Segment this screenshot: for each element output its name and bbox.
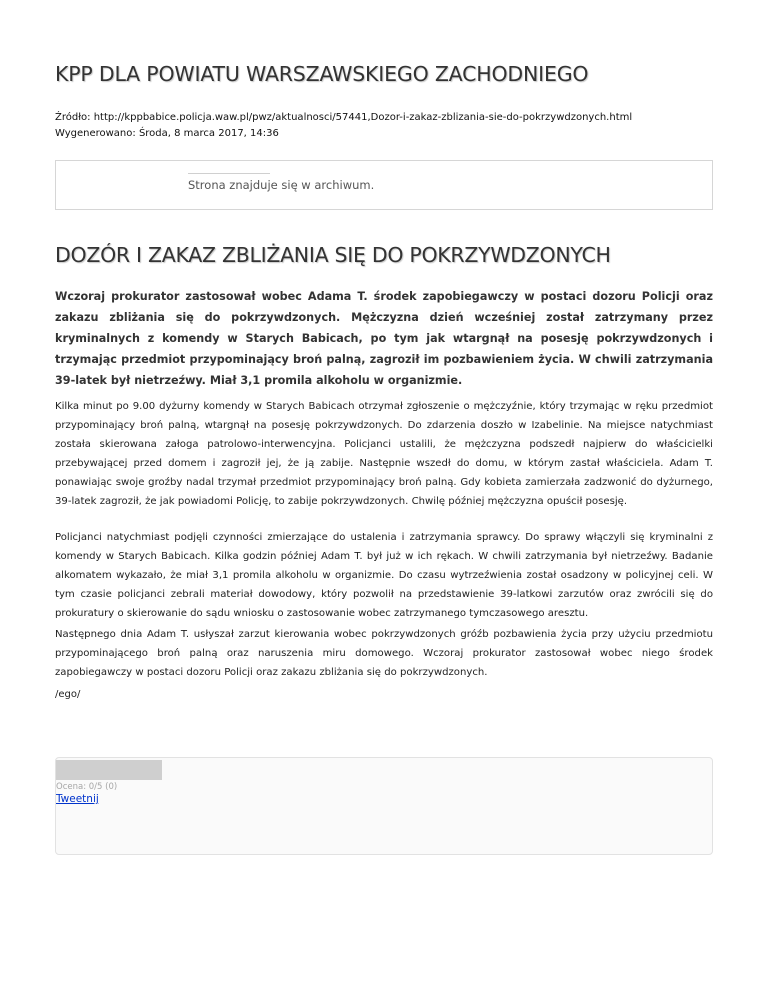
tweet-link[interactable]: Tweetnij xyxy=(56,793,99,805)
source-line: Źródło: http://kppbabice.policja.waw.pl/pwz/aktualnosci/57441,Dozor-i-zakaz-zblizania-sie-do-pokrzywdzonych.html xyxy=(55,112,633,123)
article-paragraph-1: Kilka minut po 9.00 dyżurny komendy w Starych Babicach otrzymał zgłoszenie o mężczyźnie, który trzymając w ręku przedmiot przypominający broń palną, wtargnął na posesję pokrzywdzonych. Do zdarzenia doszło w Izabelinie. Na miejsce natychmiast została skierowana załoga patrolowo-interwencyjna. Policjanci ustalili, że mężczyzna podszedł najpierw do właścicielki przebywającej przed domem i zagroził jej, że ją zabije. Następnie wszedł do domu, w którym zastał właściciela. Adam T. ponawiając swoje groźby nadal trzymał przedmiot przypominający broń palną. Gdy kobieta zamierzała zadzwonić do dyżurnego, 39-latek zagroził, że jak powiadomi Policję, to zabije pokrzywdzonych. Chwilę później mężczyzna opuścił posesję. xyxy=(55,401,713,507)
article-paragraph-3: Następnego dnia Adam T. usłyszał zarzut kierowania wobec pokrzywdzonych gróźb pozbawienia życia przy użyciu przedmiotu przypominającego broń palną oraz naruszenia miru domowego. Wczoraj prokurator zastosował wobec niego środek zapobiegawczy w postaci dozoru Policji oraz zakazu zbliżania się do pokrzywdzonych. xyxy=(55,629,713,678)
article-signature: /ego/ xyxy=(55,689,81,700)
article-paragraph-2: Policjanci natychmiast podjęli czynności zmierzające do ustalenia i zatrzymania sprawcy. Do sprawy włączyli się kryminalni z komendy w Starych Babicach. Kilka godzin później Adam T. był już w ich rękach. W chwili zatrzymania był nietrzeźwy. Badanie alkomatem wykazało, że miał 3,1 promila alkoholu w organizmie. Do czasu wytrzeźwienia został osadzony w policyjnej celi. W tym czasie policjanci zebrali materiał dowodowy, który pozwolił na przedstawienie 39-latkowi zarzutów oraz zwrócili się do prokuratury o skierowanie do sądu wniosku o zastosowanie wobec zatrzymanego tymczasowego aresztu. xyxy=(55,532,713,619)
source-meta xyxy=(55,110,632,142)
archive-notice-text: Strona znajduje się w archiwum. xyxy=(188,178,375,192)
archive-notice-box xyxy=(55,160,713,210)
archive-divider xyxy=(188,173,270,174)
generated-line: Wygenerowano: Środa, 8 marca 2017, 14:36 xyxy=(55,128,279,139)
article-title: DOZÓR I ZAKAZ ZBLIŻANIA SIĘ DO POKRZYWDZONYCH xyxy=(55,243,611,267)
article-lead: Wczoraj prokurator zastosował wobec Adama T. środek zapobiegawczy w postaci dozoru Policji oraz zakazu zbliżania się do pokrzywdzonych. Mężczyzna dzień wcześniej został zatrzymany przez kryminalnych z komendy w Starych Babicach, po tym jak wtargnął na posesję pokrzywdzonych i trzymając przedmiot przypominający broń palną, zagroził im pozbawieniem życia. W chwili zatrzymania 39-latek był nietrzeźwy. Miał 3,1 promila alkoholu w organizmie. xyxy=(55,290,713,387)
rating-text: Ocena: 0/5 (0) xyxy=(56,782,118,792)
rating-box xyxy=(55,757,713,855)
rating-stars-bar[interactable] xyxy=(56,760,162,780)
site-title: KPP DLA POWIATU WARSZAWSKIEGO ZACHODNIEGO xyxy=(55,62,589,86)
